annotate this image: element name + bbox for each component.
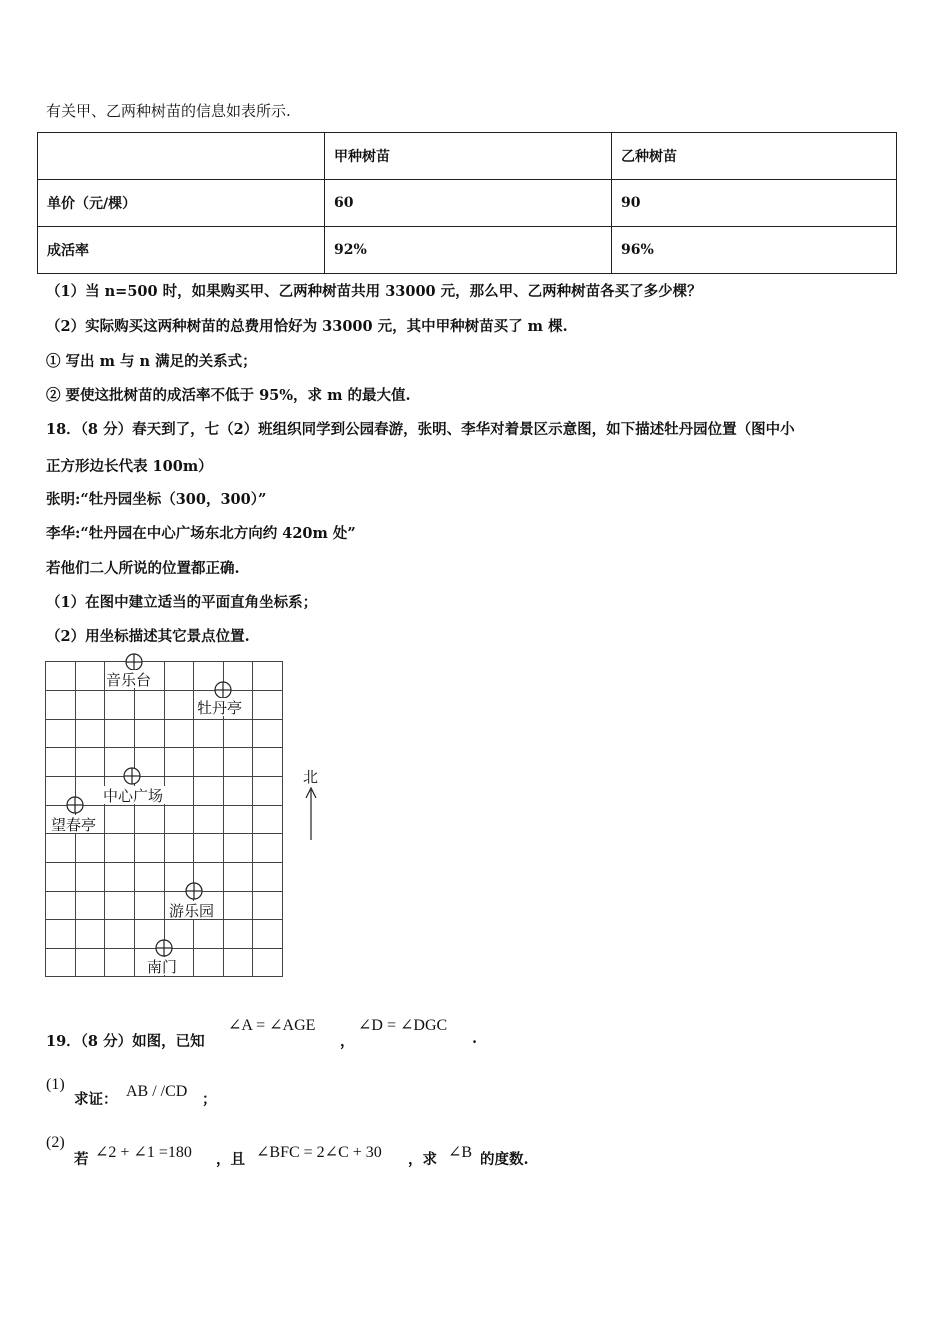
table-cell: 成活率 bbox=[38, 227, 325, 274]
q19-formula-2: ∠D = ∠DGC bbox=[358, 1017, 448, 1034]
table-cell: 单价（元/棵） bbox=[38, 180, 325, 227]
place-label-amusement-park: 游乐园 bbox=[169, 902, 215, 920]
place-marker-south-gate bbox=[156, 940, 172, 956]
table-cell: 乙种树苗 bbox=[612, 133, 897, 180]
place-marker-peony-pavilion bbox=[215, 682, 231, 698]
place-marker-amusement-park bbox=[186, 883, 202, 899]
q17-part2: （2）实际购买这两种树苗的总费用恰好为 33000 元，其中甲种树苗买了 m 棵. bbox=[46, 318, 568, 335]
q19-part1-end: ； bbox=[202, 1091, 217, 1108]
q19-part2-number: (2) bbox=[46, 1134, 65, 1151]
q19-part1-number: (1) bbox=[46, 1076, 65, 1093]
place-label-music-stage: 音乐台 bbox=[106, 671, 152, 689]
place-marker-central-plaza bbox=[124, 768, 140, 784]
north-label: 北 bbox=[303, 768, 319, 786]
place-label-peony-pavilion: 牡丹亭 bbox=[197, 699, 243, 717]
q18-zhang: 张明:“牡丹园坐标（300，300）” bbox=[46, 491, 267, 508]
q18-correct: 若他们二人所说的位置都正确. bbox=[46, 560, 240, 577]
q17-part2a: ① 写出 m 与 n 满足的关系式； bbox=[46, 353, 257, 370]
intro-text: 有关甲、乙两种树苗的信息如表所示. bbox=[46, 102, 291, 120]
q19-part2-pre: 若 bbox=[74, 1151, 89, 1168]
place-label-south-gate: 南门 bbox=[147, 958, 178, 976]
q19-part2-mid: ，且 bbox=[216, 1151, 245, 1168]
q19-formula-1: ∠A = ∠AGE bbox=[228, 1017, 316, 1034]
table-cell: 60 bbox=[325, 180, 612, 227]
q18-part1: （1）在图中建立适当的平面直角坐标系； bbox=[46, 594, 318, 611]
q19-prefix: 19．（8 分）如图，已知 bbox=[46, 1033, 205, 1050]
q19-part2-formula-3: ∠B bbox=[448, 1144, 473, 1161]
q19-part1-formula: AB / /CD bbox=[126, 1083, 188, 1100]
q19-separator: ， bbox=[340, 1033, 355, 1050]
q18-li: 李华:“牡丹园在中心广场东北方向约 420m 处” bbox=[46, 525, 356, 542]
place-marker-music-stage bbox=[126, 654, 142, 670]
north-arrow-icon bbox=[303, 768, 318, 840]
q19-part2-formula-2: ∠BFC = 2∠C + 30 bbox=[256, 1144, 382, 1161]
q18-part2: （2）用坐标描述其它景点位置. bbox=[46, 628, 250, 645]
q19-part2-formula-1: ∠2 + ∠1 =180 bbox=[95, 1144, 192, 1161]
q19-part1-text: 求证： bbox=[74, 1091, 118, 1108]
table-cell: 96% bbox=[612, 227, 897, 274]
q18-line2: 正方形边长代表 100m） bbox=[46, 458, 213, 475]
place-label-wangchun-pavilion: 望春亭 bbox=[51, 816, 97, 834]
table-cell: 甲种树苗 bbox=[325, 133, 612, 180]
q19-part2-end: 的度数. bbox=[480, 1151, 529, 1168]
table-cell: 92% bbox=[325, 227, 612, 274]
table-cell: 90 bbox=[612, 180, 897, 227]
place-label-central-plaza: 中心广场 bbox=[103, 787, 164, 805]
q19-part2-mid2: ，求 bbox=[408, 1151, 437, 1168]
q17-part1: （1）当 n=500 时，如果购买甲、乙两种树苗共用 33000 元，那么甲、乙两种树苗各买了多少棵？ bbox=[46, 283, 702, 300]
place-marker-wangchun-pavilion bbox=[67, 797, 83, 813]
q17-part2b: ② 要使这批树苗的成活率不低于 95%，求 m 的最大值. bbox=[46, 387, 411, 404]
q18-line1: 18．（8 分）春天到了，七（2）班组织同学到公园春游，张明、李华对着景区示意图，如下描述牡丹园位置（图中小 bbox=[46, 421, 795, 438]
q19-end: . bbox=[472, 1030, 478, 1047]
